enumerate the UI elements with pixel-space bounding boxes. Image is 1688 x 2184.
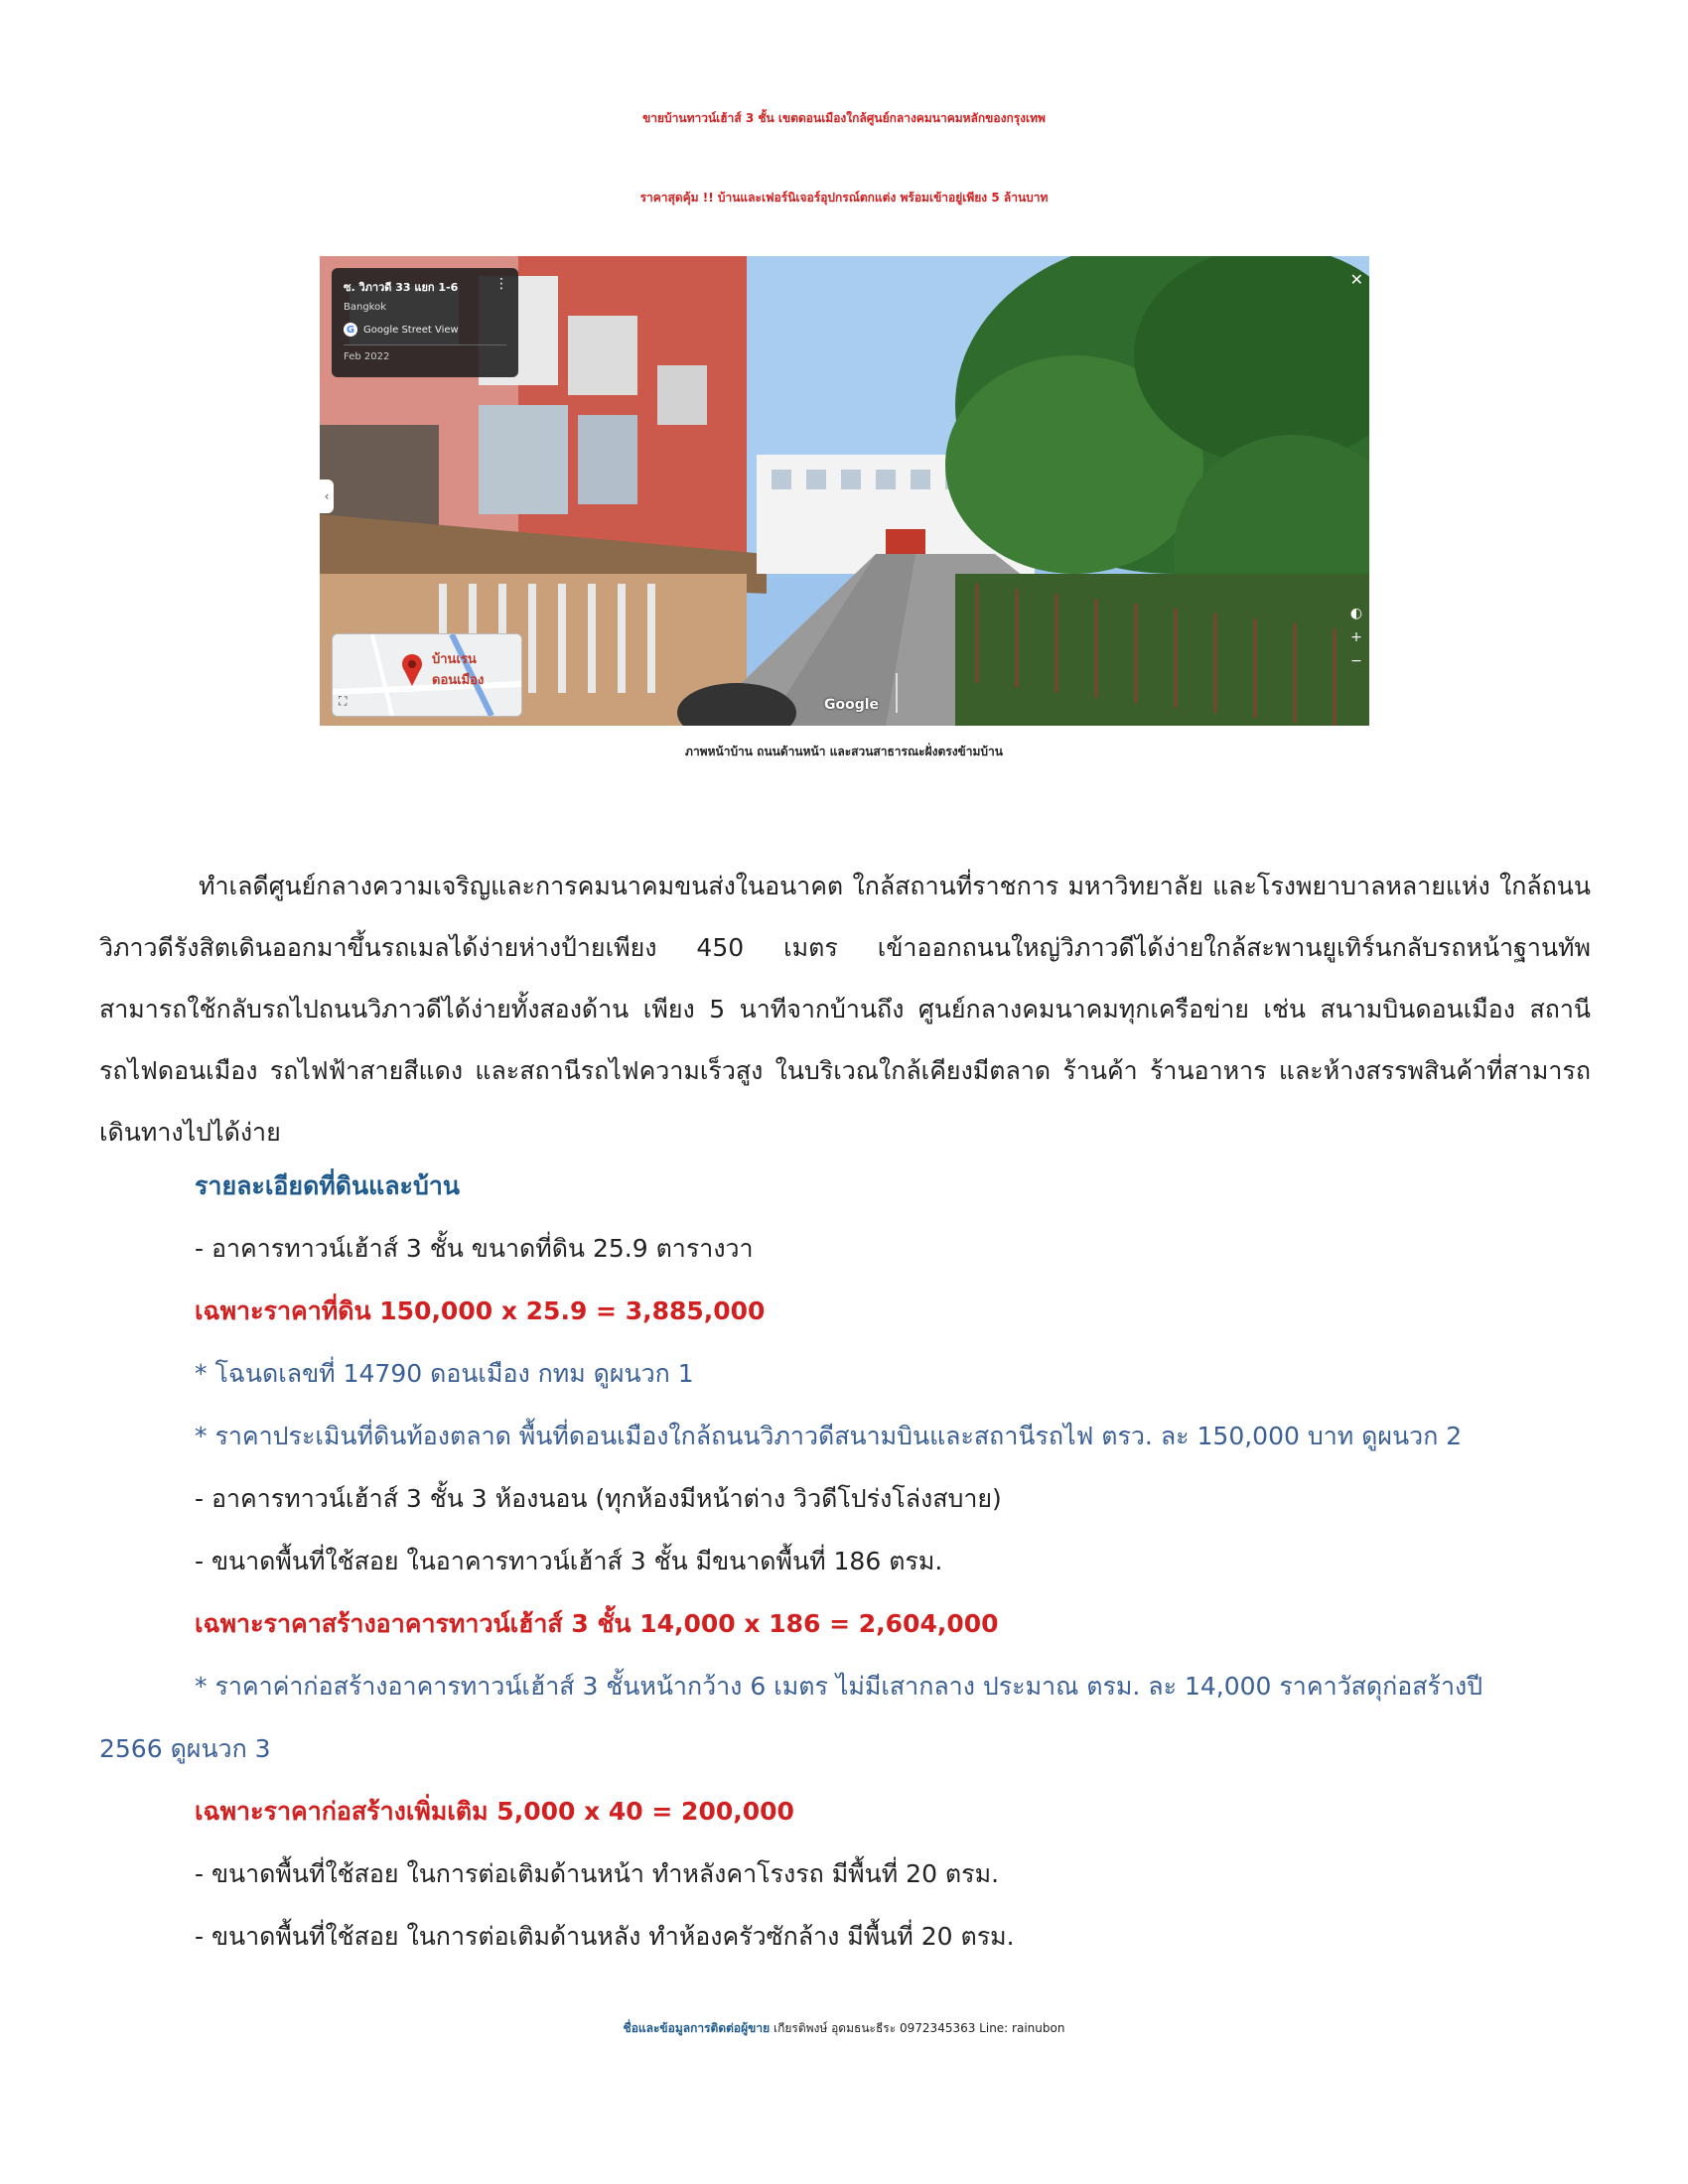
extension-price: เฉพาะราคาก่อสร้างเพิ่มเติม 5,000 x 40 = 200,000	[195, 1797, 794, 1826]
land-size: - อาคารทาวน์เฮ้าส์ 3 ชั้น ขนาดที่ดิน 25.9 ตารางวา	[195, 1234, 754, 1263]
google-watermark: Google	[824, 697, 880, 713]
seller-contact	[0, 2019, 1688, 2038]
usable-area: - ขนาดพื้นที่ใช้สอย ในอาคารทาวน์เฮ้าส์ 3 ชั้น มีขนาดพื้นที่ 186 ตรม.	[195, 1547, 943, 1575]
street-view-road: ซ. วิภาวดี 33 แยก 1-6	[344, 281, 459, 294]
street-view-info-card[interactable]	[332, 268, 518, 377]
street-view-date: Feb 2022	[344, 351, 390, 362]
photo-caption: ภาพหน้าบ้าน ถนนด้านหน้า และสวนสาธารณะฝั่งตรงข้ามบ้าน	[685, 745, 1003, 758]
deed-note: * โฉนดเลขที่ 14790 ดอนเมือง กทม ดูผนวก 1	[195, 1359, 694, 1388]
contact-value: เกียรติพงษ์ อุดมธนะธีระ 0972345363 Line: rainubon	[770, 2021, 1065, 2035]
details-heading: รายละเอียดที่ดินและบ้าน	[195, 1171, 460, 1200]
zoom-controls[interactable]	[1347, 606, 1365, 677]
construction-note-1: * ราคาค่าก่อสร้างอาคารทาวน์เฮ้าส์ 3 ชั้นหน้ากว้าง 6 เมตร ไม่มีเสากลาง ประมาณ ตรม. ละ 14,000 ราคาวัสดุก่อสร้างปี	[195, 1672, 1483, 1701]
title-line-2: ราคาสุดคุ้ม !! บ้านและเฟอร์นิเจอร์อุปกรณ์ตกแต่ง พร้อมเข้าอยู่เพียง 5 ล้านบาท	[639, 191, 1049, 205]
contact-label: ชื่อและข้อมูลการติดต่อผู้ขาย	[623, 2021, 771, 2035]
appraisal-note: * ราคาประเมินที่ดินท้องตลาด พื้นที่ดอนเมืองใกล้ถนนวิภาวดีสนามบินและสถานีรถไฟ ตรว. ละ 150,000 บาท ดูผนวก 2	[195, 1422, 1463, 1450]
compass-icon[interactable]: ◐	[1349, 606, 1363, 621]
zoom-out-icon[interactable]: −	[1350, 653, 1362, 669]
title-line-1: ขายบ้านทาวน์เฮ้าส์ 3 ชั้น เขตดอนเมืองใกล้ศูนย์กลางคมนาคมหลักของกรุงเทพ	[642, 111, 1046, 125]
intro-paragraph: ทำเลดีศูนย์กลางความเจริญและการคมนาคมขนส่งในอนาคต ใกล้สถานที่ราชการ มหาวิทยาลัย และโรงพยาบาลหลายแห่ง ใกล้ถนนวิภาวดีรังสิตเดินออกมาขึ้นรถเมลได้ง่ายห่างป้ายเพียง 450 เมตร เข้าออกถนนใหญ่วิภาวดีได้ง่ายใกล้สะพานยูเทิร์นกลับรถหน้าฐานทัพ สามารถใช้กลับรถไปถนนวิภาวดีได้ง่ายทั้งสองด้าน เพียง 5 นาทีจากบ้านถึง ศูนย์กลางคมนาคมทุกเครือข่าย เช่น สนามบินดอนเมือง สถานีรถไฟดอนเมือง รถไฟฟ้าสายสีแดง และสถานีรถไฟความเร็วสูง ในบริเวณใกล้เคียงมีตลาด ร้านค้า ร้านอาหาร และห้างสรรพสินค้าที่สามารถเดินทางไปได้ง่าย	[99, 872, 1591, 1147]
rear-extension: - ขนาดพื้นที่ใช้สอย ในการต่อเติมด้านหลัง ทำห้องครัวซักล้าง มีพื้นที่ 20 ตรม.	[195, 1922, 1015, 1951]
street-view-photo	[320, 256, 1369, 726]
street-view-city: Bangkok	[344, 302, 387, 313]
street-view-service: Google Street View	[363, 324, 459, 336]
minimap[interactable]	[332, 633, 522, 717]
construction-note-2: 2566 ดูผนวก 3	[99, 1734, 271, 1763]
collapse-panel-icon[interactable]: ‹	[320, 479, 334, 513]
expand-icon[interactable]: ⛶	[339, 694, 348, 708]
front-extension: - ขนาดพื้นที่ใช้สอย ในการต่อเติมด้านหน้า ทำหลังคาโรงรถ มีพื้นที่ 20 ตรม.	[195, 1859, 1000, 1888]
close-icon[interactable]: ✕	[1349, 270, 1363, 289]
minimap-pin-label: บ้านเรน ดอนเมือง	[432, 652, 485, 688]
building-price: เฉพาะราคาสร้างอาคารทาวน์เฮ้าส์ 3 ชั้น 14,000 x 186 = 2,604,000	[195, 1609, 999, 1638]
more-options-icon[interactable]: ⋮	[494, 276, 508, 292]
zoom-in-icon[interactable]: +	[1350, 629, 1362, 645]
bedrooms: - อาคารทาวน์เฮ้าส์ 3 ชั้น 3 ห้องนอน (ทุกห้องมีหน้าต่าง วิวดีโปร่งโล่งสบาย)	[195, 1484, 1002, 1513]
google-logo-icon: G	[344, 323, 357, 337]
land-price: เฉพาะราคาที่ดิน 150,000 x 25.9 = 3,885,000	[195, 1297, 766, 1325]
